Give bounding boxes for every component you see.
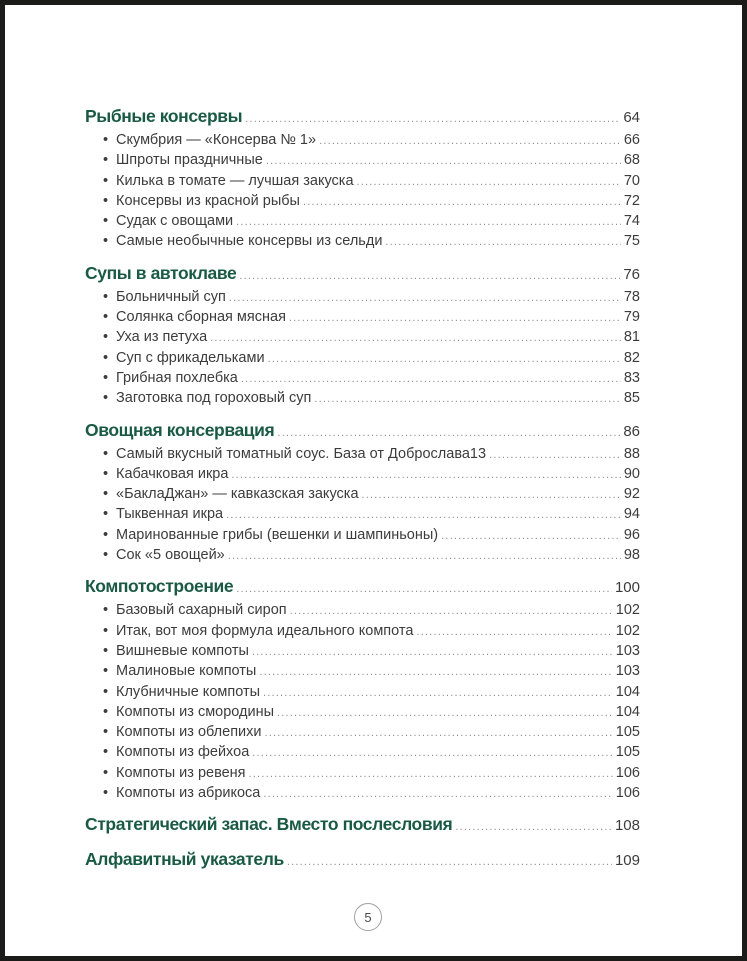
dotted-leader (226, 506, 621, 525)
bullet-icon: • (103, 724, 109, 741)
toc-entry-title: Итак, вот моя формула идеального компота (116, 622, 414, 639)
dotted-leader (231, 466, 620, 485)
bullet-icon: • (103, 390, 109, 407)
toc-section-title: Алфавитный указатель (85, 849, 284, 870)
toc-entry-page: 70 (623, 172, 640, 189)
bullet-icon: • (103, 526, 109, 543)
toc-entry[interactable] (85, 288, 640, 308)
toc-entry-title: Судак с овощами (116, 213, 234, 230)
toc-entry[interactable] (85, 389, 640, 409)
dotted-leader (314, 390, 620, 409)
toc-entry-page: 68 (623, 152, 640, 169)
toc-entry[interactable] (85, 683, 640, 703)
toc-entry-page: 106 (615, 764, 640, 781)
dotted-leader (249, 765, 613, 784)
table-of-contents (85, 104, 640, 874)
toc-section-page: 108 (614, 817, 640, 835)
bullet-icon: • (103, 369, 109, 386)
dotted-leader (303, 193, 621, 212)
toc-section-page: 64 (623, 109, 640, 126)
toc-entry-title: Шпроты праздничные (116, 152, 263, 169)
toc-section-title: Овощная консервация (85, 419, 275, 440)
toc-entry[interactable] (85, 232, 640, 252)
dotted-leader (268, 350, 621, 369)
dotted-leader (455, 815, 612, 839)
toc-entry-title: Базовый сахарный сироп (116, 602, 287, 619)
toc-item-list (85, 445, 640, 567)
toc-section-title: Рыбные консервы (85, 106, 243, 126)
toc-section-page: 109 (614, 852, 640, 870)
toc-entry-page: 105 (615, 744, 640, 761)
toc-entry-page: 85 (623, 390, 640, 407)
dotted-leader (236, 577, 612, 601)
toc-entry-title: Заготовка под гороховый суп (116, 390, 312, 407)
toc-entry-title: Компоты из облепихи (116, 724, 262, 741)
toc-entry[interactable] (85, 192, 640, 212)
dotted-leader (489, 446, 621, 465)
toc-entry[interactable] (85, 743, 640, 763)
toc-section-heading[interactable] (85, 812, 640, 839)
bullet-icon: • (103, 213, 109, 230)
dotted-leader (416, 623, 612, 642)
toc-entry[interactable] (85, 601, 640, 621)
bullet-icon: • (103, 192, 109, 209)
dotted-leader (385, 233, 620, 252)
toc-section-page: 86 (623, 422, 640, 440)
toc-entry-title: Компоты из смородины (116, 703, 275, 720)
dotted-leader (263, 785, 612, 804)
toc-entry-page: 94 (623, 506, 640, 523)
bullet-icon: • (103, 233, 109, 250)
toc-entry-page: 75 (623, 233, 640, 250)
toc-entry-page: 78 (623, 288, 640, 305)
dotted-leader (362, 486, 621, 505)
toc-entry-page: 81 (623, 329, 640, 346)
toc-entry[interactable] (85, 151, 640, 171)
toc-entry-title: Скумбрия — «Консерва № 1» (116, 132, 317, 148)
dotted-leader (263, 684, 613, 703)
dotted-leader (239, 264, 620, 288)
dotted-leader (236, 213, 621, 232)
toc-entry-page: 103 (615, 663, 640, 680)
toc-entry[interactable] (85, 445, 640, 465)
toc-entry-page: 102 (615, 602, 640, 619)
dotted-leader (287, 850, 612, 874)
toc-entry-page: 104 (615, 683, 640, 700)
bullet-icon: • (103, 663, 109, 680)
toc-entry-title: «БаклаДжан» — кавказская закуска (116, 486, 359, 503)
toc-section-title: Супы в автоклаве (85, 262, 237, 283)
dotted-leader (266, 152, 621, 171)
toc-entry[interactable] (85, 662, 640, 682)
toc-entry[interactable] (85, 764, 640, 784)
toc-entry-page: 83 (623, 369, 640, 386)
dotted-leader (441, 527, 621, 546)
bullet-icon: • (103, 764, 109, 781)
dotted-leader (265, 724, 613, 743)
toc-entry-page: 72 (623, 192, 640, 209)
bullet-icon: • (103, 349, 109, 366)
toc-entry[interactable] (85, 308, 640, 328)
toc-entry[interactable] (85, 369, 640, 389)
toc-item-list (85, 288, 640, 410)
bullet-icon: • (103, 683, 109, 700)
toc-entry-page: 82 (623, 349, 640, 366)
toc-section (85, 574, 640, 804)
bullet-icon: • (103, 506, 109, 523)
toc-section (85, 261, 640, 410)
toc-entry-page: 96 (623, 526, 640, 543)
toc-section-heading[interactable] (85, 418, 640, 445)
toc-entry[interactable] (85, 546, 640, 566)
toc-entry-title: Солянка сборная мясная (116, 309, 286, 326)
toc-entry-title: Консервы из красной рыбы (116, 192, 300, 209)
toc-entry-title: Грибная похлебка (116, 369, 238, 386)
bullet-icon: • (103, 486, 109, 503)
toc-entry-page: 90 (623, 465, 640, 482)
bullet-icon: • (103, 547, 109, 564)
toc-entry[interactable] (85, 784, 640, 804)
toc-section-title: Компотостроение (85, 576, 234, 597)
dotted-leader (245, 107, 620, 131)
dotted-leader (319, 132, 621, 151)
bullet-icon: • (103, 602, 109, 619)
toc-entry-title: Тыквенная икра (116, 506, 224, 523)
toc-entry[interactable] (85, 349, 640, 369)
toc-entry-title: Самые необычные консервы из сельди (116, 233, 383, 250)
toc-entry-title: Самый вкусный томатный соус. База от Доброслава13 (116, 445, 487, 462)
dotted-leader (252, 643, 613, 662)
toc-entry-page: 98 (623, 547, 640, 564)
bullet-icon: • (103, 445, 109, 462)
toc-entry-title: Вишневые компоты (116, 642, 249, 659)
toc-item-list (85, 601, 640, 804)
dotted-leader (357, 173, 621, 192)
toc-entry-title: Компоты из фейхоа (116, 744, 250, 761)
toc-section-title: Стратегический запас. Вместо послесловия (85, 814, 453, 835)
toc-entry-title: Клубничные компоты (116, 683, 261, 700)
toc-entry[interactable] (85, 212, 640, 232)
toc-entry-title: Компоты из абрикоса (116, 785, 261, 802)
dotted-leader (290, 602, 613, 621)
toc-section-heading[interactable] (85, 847, 640, 874)
bullet-icon: • (103, 465, 109, 482)
toc-section (85, 104, 640, 253)
toc-entry[interactable] (85, 723, 640, 743)
toc-entry[interactable] (85, 328, 640, 348)
page-number-badge (354, 903, 382, 931)
toc-entry[interactable] (85, 172, 640, 192)
toc-entry[interactable] (85, 465, 640, 485)
dotted-leader (277, 421, 620, 445)
toc-entry-title: Сок «5 овощей» (116, 547, 225, 564)
toc-entry[interactable] (85, 131, 640, 151)
dotted-leader (277, 704, 613, 723)
bullet-icon: • (103, 744, 109, 761)
toc-entry-page: 105 (615, 724, 640, 741)
dotted-leader (210, 329, 621, 348)
toc-entry-page: 103 (615, 642, 640, 659)
bullet-icon: • (103, 172, 109, 189)
toc-entry-title: Малиновые компоты (116, 663, 257, 680)
dotted-leader (228, 547, 621, 566)
toc-entry-page: 66 (623, 132, 640, 148)
dotted-leader (229, 289, 621, 308)
bullet-icon: • (103, 132, 109, 148)
toc-entry-page: 79 (623, 309, 640, 326)
toc-item-list (85, 131, 640, 253)
toc-entry-title: Кабачковая икра (116, 465, 229, 482)
toc-entry-title: Суп с фрикадельками (116, 349, 265, 366)
toc-entry-title: Больничный суп (116, 288, 226, 305)
bullet-icon: • (103, 329, 109, 346)
toc-section-heading[interactable] (85, 574, 640, 601)
bullet-icon: • (103, 703, 109, 720)
toc-entry-title: Килька в томате — лучшая закуска (116, 172, 354, 189)
toc-section (85, 812, 640, 839)
dotted-leader (259, 663, 612, 682)
toc-entry-page: 92 (623, 486, 640, 503)
toc-entry[interactable] (85, 485, 640, 505)
toc-section (85, 847, 640, 874)
toc-section-heading[interactable] (85, 261, 640, 288)
toc-entry-page: 106 (615, 785, 640, 802)
dotted-leader (241, 370, 621, 389)
toc-entry-page: 104 (615, 703, 640, 720)
toc-section-page: 76 (623, 265, 640, 283)
toc-entry[interactable] (85, 642, 640, 662)
bullet-icon: • (103, 622, 109, 639)
toc-entry[interactable] (85, 526, 640, 546)
toc-entry-page: 102 (615, 622, 640, 639)
dotted-leader (289, 309, 621, 328)
page-number: 5 (364, 909, 372, 925)
bullet-icon: • (103, 309, 109, 326)
toc-entry-title: Компоты из ревеня (116, 764, 246, 781)
toc-entry-title: Маринованные грибы (вешенки и шампиньоны) (116, 526, 439, 543)
bullet-icon: • (103, 288, 109, 305)
toc-entry[interactable] (85, 622, 640, 642)
toc-entry-page: 88 (623, 445, 640, 462)
toc-entry[interactable] (85, 505, 640, 525)
toc-entry[interactable] (85, 703, 640, 723)
toc-entry-title: Уха из петуха (116, 329, 208, 346)
dotted-leader (252, 744, 613, 763)
toc-entry-page: 74 (623, 213, 640, 230)
toc-section-heading[interactable] (85, 104, 640, 131)
bullet-icon: • (103, 785, 109, 802)
toc-section (85, 418, 640, 567)
toc-section-page: 100 (614, 579, 640, 597)
bullet-icon: • (103, 152, 109, 169)
bullet-icon: • (103, 642, 109, 659)
